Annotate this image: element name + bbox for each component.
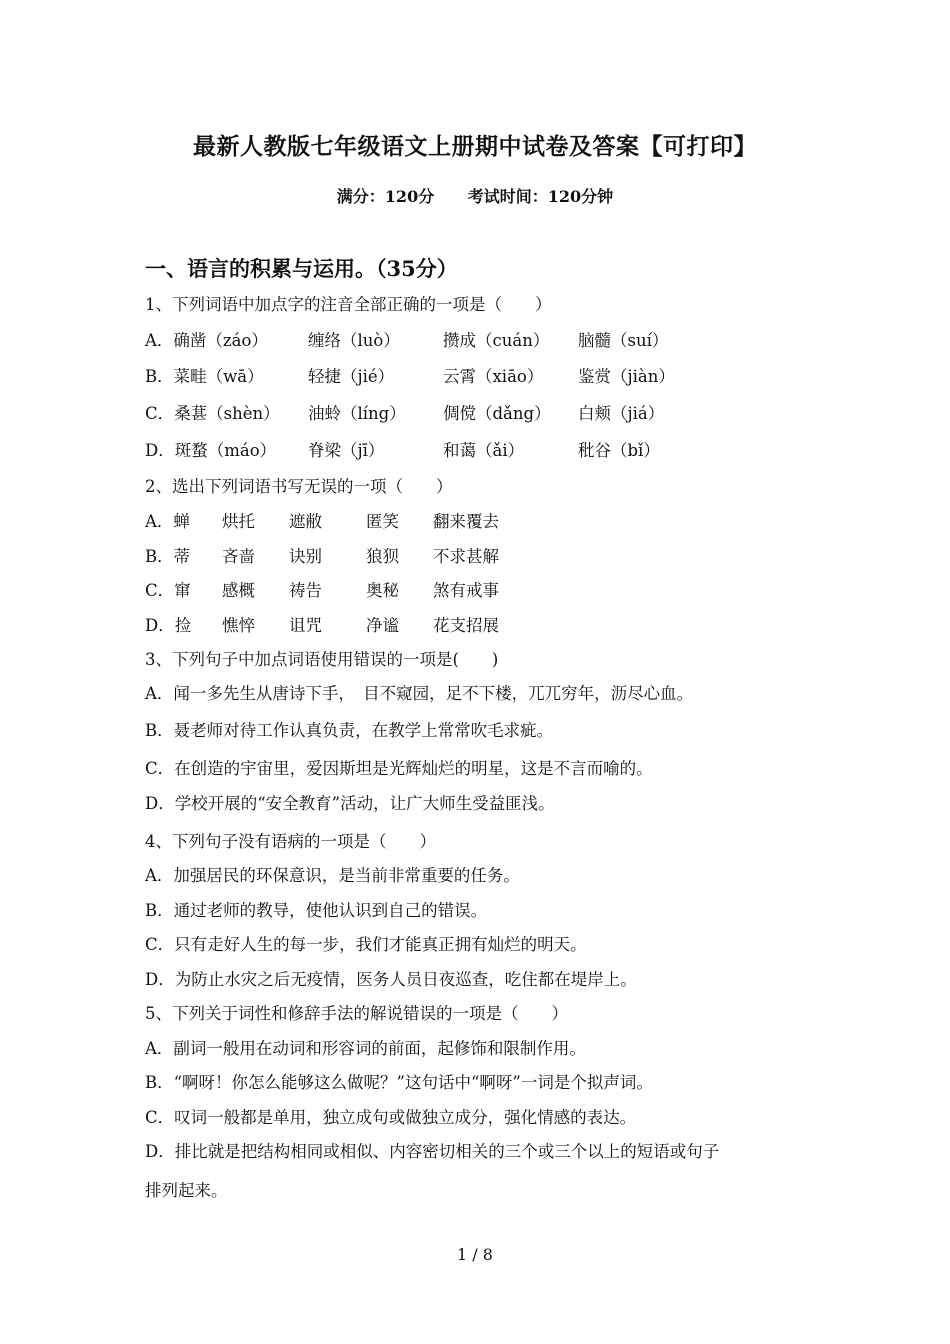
q1-option-b: B．菜畦（wā） 轻捷（jié） 云霄（xiāo） 鉴赏（jiàn）: [145, 367, 675, 386]
full-score: 满分：120分: [336, 187, 435, 206]
q4-option-c: C．只有走好人生的每一步，我们才能真正拥有灿烂的明天。: [145, 935, 587, 954]
question-3-stem: 3、下列句子中加点词语使用错误的一项是( ): [145, 650, 499, 669]
q5-option-c: C．叹词一般都是单用，独立成句或做独立成分，强化情感的表达。: [145, 1108, 637, 1127]
question-4-stem: 4、下列句子没有语病的一项是（ ）: [145, 832, 436, 851]
q3-option-a: A．闻一多先生从唐诗下手， 目不窥园，足不下楼，兀兀穷年，沥尽心血。: [145, 684, 694, 703]
q2-option-a: A．蝉 烘托 遮敝 匿笑 翻来覆去: [145, 512, 499, 531]
q1-option-c: C．桑葚（shèn） 油蛉（líng） 倜傥（dǎng） 白颊（jiá）: [145, 404, 665, 423]
q3-option-c: C．在创造的宇宙里，爱因斯坦是光辉灿烂的明星，这是不言而喻的。: [145, 759, 653, 778]
exam-info: [0, 184, 950, 207]
q5-option-d-continued: 排列起来。: [145, 1181, 228, 1200]
question-5-stem: 5、下列关于词性和修辞手法的解说错误的一项是（ ）: [145, 1004, 568, 1023]
q4-option-a: A．加强居民的环保意识，是当前非常重要的任务。: [145, 866, 520, 885]
q1-option-a: A．确凿（záo） 缠络（luò） 攒成（cuán） 脑髓（suí）: [145, 331, 669, 350]
q2-option-c: C．窜 感概 祷告 奥秘 煞有戒事: [145, 581, 499, 600]
q3-option-d: D．学校开展的“安全教育”活动，让广大师生受益匪浅。: [145, 794, 555, 813]
question-2-stem: 2、选出下列词语书写无误的一项（ ）: [145, 477, 453, 496]
q2-option-b: B．蒂 吝啬 诀别 狼狈 不求甚解: [145, 547, 499, 566]
question-1-stem: 1、下列词语中加点字的注音全部正确的一项是（ ）: [145, 295, 552, 314]
q3-option-b: B．聂老师对待工作认真负责，在教学上常常吹毛求疵。: [145, 721, 554, 740]
q2-option-d: D．捡 憔悴 诅咒 净谧 花支招展: [145, 616, 499, 635]
q4-option-d: D．为防止水灾之后无疫情，医务人员日夜巡查，吃住都在堤岸上。: [145, 970, 637, 989]
q5-option-d: D．排比就是把结构相同或相似、内容密切相关的三个或三个以上的短语或句子: [145, 1142, 720, 1161]
page-number: 1 / 8: [457, 1245, 493, 1264]
q4-option-b: B．通过老师的教导，使他认识到自己的错误。: [145, 901, 488, 920]
q5-option-b: B．“啊呀！你怎么能够这么做呢？”这句话中“啊呀”一词是个拟声词。: [145, 1073, 653, 1092]
q5-option-a: A．副词一般用在动词和形容词的前面，起修饰和限制作用。: [145, 1039, 586, 1058]
exam-time: 考试时间：120分钟: [467, 187, 614, 206]
page-title: 最新人教版七年级语文上册期中试卷及答案【可打印】: [193, 133, 757, 160]
section-heading: 一、语言的积累与运用。（35分）: [145, 256, 458, 281]
q1-option-d: D．斑蝥（máo） 脊梁（jī） 和蔼（ǎi） 秕谷（bǐ）: [145, 441, 660, 460]
